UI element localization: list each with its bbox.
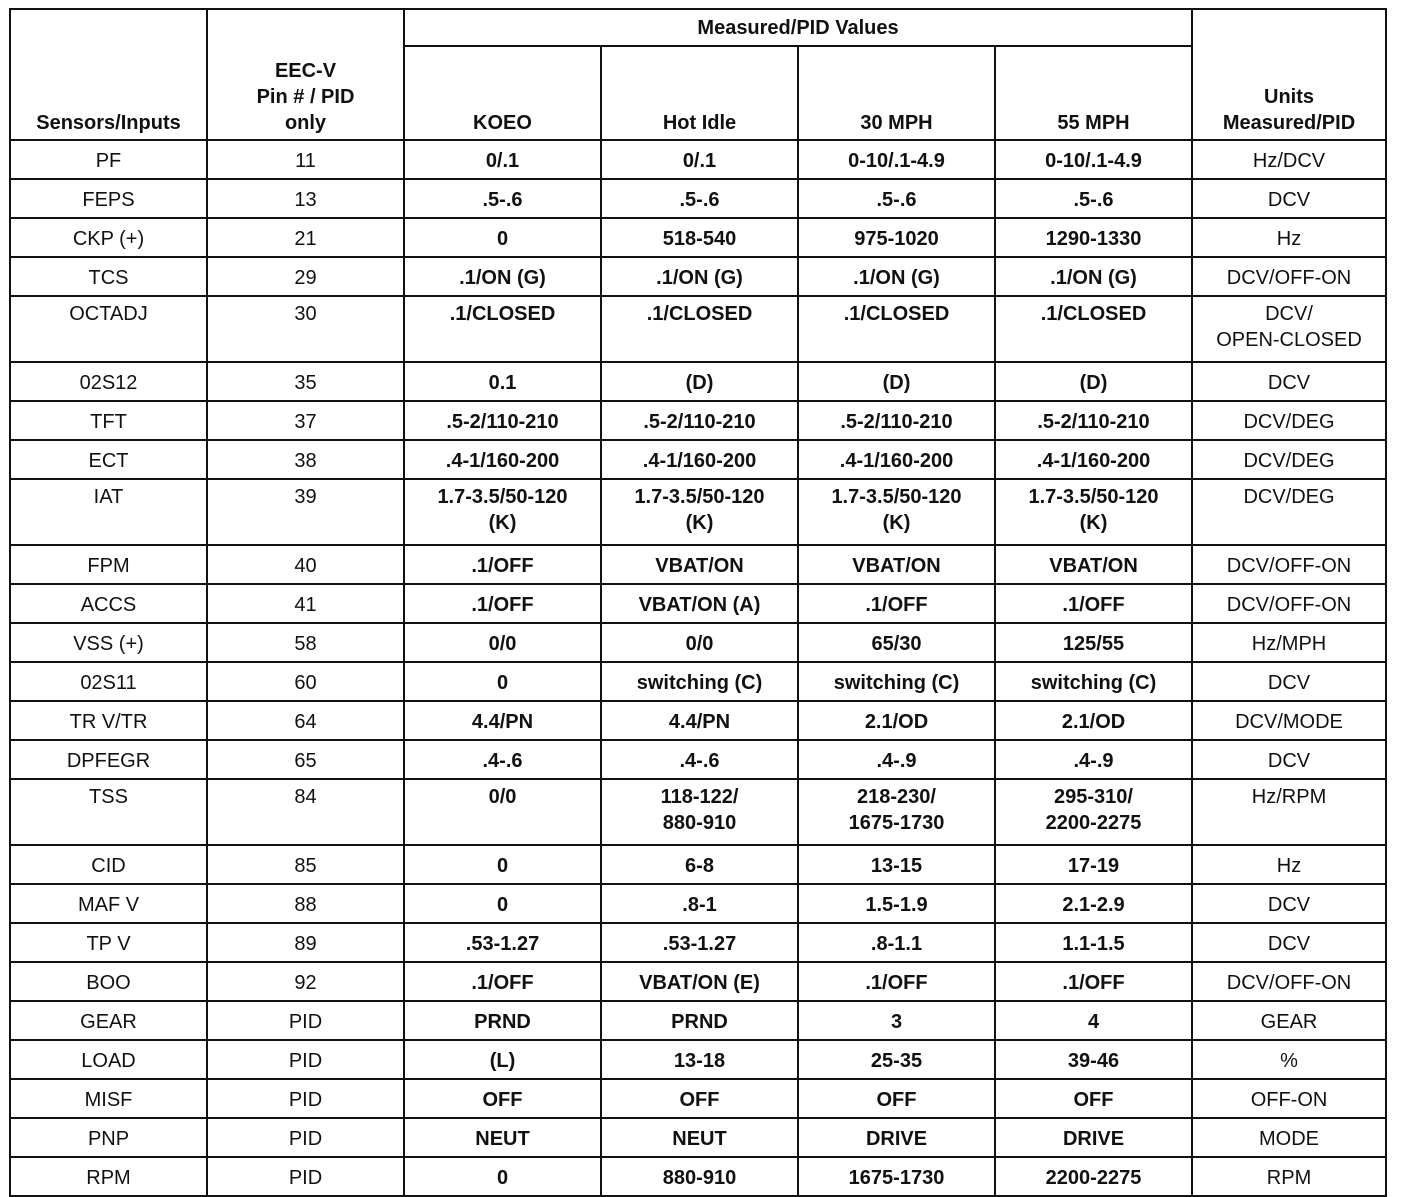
cell-55mph: OFF — [995, 1079, 1192, 1118]
cell-hot-idle: .8-1 — [601, 884, 798, 923]
table-row — [10, 140, 1386, 179]
cell-koeo: .1/CLOSED — [404, 296, 601, 362]
table-row — [10, 923, 1386, 962]
header-55mph — [995, 46, 1192, 140]
cell-pin: 58 — [207, 623, 404, 662]
cell-30mph: .4-.9 — [798, 740, 995, 779]
header-units-line2: Measured/PID — [1222, 112, 1356, 134]
table-row — [10, 1118, 1386, 1157]
cell-30mph: 1675-1730 — [798, 1157, 995, 1196]
cell-sensor: VSS (+) — [10, 623, 207, 662]
cell-55mph: .4-1/160-200 — [995, 440, 1192, 479]
cell-sensor: OCTADJ — [10, 296, 207, 362]
cell-55mph: VBAT/ON — [995, 545, 1192, 584]
cell-55mph: switching (C) — [995, 662, 1192, 701]
header-55mph-label: 55 MPH — [1057, 112, 1130, 134]
cell-55mph: (D) — [995, 362, 1192, 401]
cell-units: DCV/DEG — [1192, 479, 1386, 545]
cell-hot-idle: .1/ON (G) — [601, 257, 798, 296]
cell-55mph: 2.1/OD — [995, 701, 1192, 740]
cell-pin: 37 — [207, 401, 404, 440]
cell-30mph: .1/ON (G) — [798, 257, 995, 296]
cell-koeo: 0 — [404, 662, 601, 701]
table-row — [10, 440, 1386, 479]
cell-units: DCV/DEG — [1192, 440, 1386, 479]
cell-30mph: VBAT/ON — [798, 545, 995, 584]
cell-pin: 29 — [207, 257, 404, 296]
header-koeo — [404, 46, 601, 140]
table-row — [10, 623, 1386, 662]
cell-koeo: .1/OFF — [404, 545, 601, 584]
table-row — [10, 362, 1386, 401]
table-row — [10, 545, 1386, 584]
pid-values-table — [9, 8, 1387, 1197]
cell-pin: PID — [207, 1001, 404, 1040]
cell-sensor: CID — [10, 845, 207, 884]
cell-koeo: PRND — [404, 1001, 601, 1040]
header-30mph-label: 30 MPH — [860, 112, 933, 134]
cell-hot-idle: 1.7-3.5/50-120 (K) — [601, 479, 798, 545]
cell-hot-idle: PRND — [601, 1001, 798, 1040]
cell-hot-idle: .4-1/160-200 — [601, 440, 798, 479]
cell-koeo: 0.1 — [404, 362, 601, 401]
cell-units: RPM — [1192, 1157, 1386, 1196]
table-row — [10, 1001, 1386, 1040]
table-row — [10, 884, 1386, 923]
table-row — [10, 962, 1386, 1001]
header-pin-line3: only — [284, 112, 327, 134]
cell-hot-idle: .5-.6 — [601, 179, 798, 218]
cell-55mph: 125/55 — [995, 623, 1192, 662]
cell-55mph: .4-.9 — [995, 740, 1192, 779]
table-row — [10, 1079, 1386, 1118]
cell-pin: 65 — [207, 740, 404, 779]
cell-30mph: 1.5-1.9 — [798, 884, 995, 923]
header-measured-group-label: Measured/PID Values — [697, 16, 899, 39]
cell-pin: 92 — [207, 962, 404, 1001]
cell-hot-idle: 880-910 — [601, 1157, 798, 1196]
cell-koeo: 0/.1 — [404, 140, 601, 179]
cell-55mph: .1/CLOSED — [995, 296, 1192, 362]
cell-units: DCV — [1192, 884, 1386, 923]
table-row — [10, 845, 1386, 884]
cell-pin: 89 — [207, 923, 404, 962]
table-row — [10, 218, 1386, 257]
cell-55mph: .5-2/110-210 — [995, 401, 1192, 440]
table-header — [10, 9, 1386, 140]
cell-30mph: .1/CLOSED — [798, 296, 995, 362]
header-units-line1: Units — [1264, 86, 1315, 108]
cell-pin: PID — [207, 1079, 404, 1118]
header-pin-line1: EEC-V — [274, 60, 337, 82]
cell-30mph: 0-10/.1-4.9 — [798, 140, 995, 179]
header-units — [1192, 9, 1386, 140]
header-koeo-label: KOEO — [473, 112, 532, 134]
cell-30mph: (D) — [798, 362, 995, 401]
table-row — [10, 584, 1386, 623]
cell-hot-idle: 4.4/PN — [601, 701, 798, 740]
cell-30mph: 65/30 — [798, 623, 995, 662]
cell-30mph: .5-2/110-210 — [798, 401, 995, 440]
cell-units: DCV/DEG — [1192, 401, 1386, 440]
cell-pin: 13 — [207, 179, 404, 218]
cell-pin: 38 — [207, 440, 404, 479]
cell-sensor: CKP (+) — [10, 218, 207, 257]
cell-sensor: TFT — [10, 401, 207, 440]
cell-sensor: GEAR — [10, 1001, 207, 1040]
cell-hot-idle: NEUT — [601, 1118, 798, 1157]
table-row — [10, 479, 1386, 545]
cell-pin: 64 — [207, 701, 404, 740]
cell-koeo: .1/OFF — [404, 584, 601, 623]
cell-pin: 11 — [207, 140, 404, 179]
cell-55mph: .1/OFF — [995, 962, 1192, 1001]
cell-hot-idle: 0/.1 — [601, 140, 798, 179]
cell-55mph: 1.7-3.5/50-120 (K) — [995, 479, 1192, 545]
cell-koeo: NEUT — [404, 1118, 601, 1157]
cell-units: MODE — [1192, 1118, 1386, 1157]
cell-55mph: 17-19 — [995, 845, 1192, 884]
table-row — [10, 257, 1386, 296]
cell-koeo: .1/OFF — [404, 962, 601, 1001]
table-row — [10, 740, 1386, 779]
cell-koeo: .53-1.27 — [404, 923, 601, 962]
cell-sensor: 02S12 — [10, 362, 207, 401]
cell-55mph: .5-.6 — [995, 179, 1192, 218]
cell-koeo: OFF — [404, 1079, 601, 1118]
cell-30mph: OFF — [798, 1079, 995, 1118]
cell-30mph: 25-35 — [798, 1040, 995, 1079]
table-row — [10, 1157, 1386, 1196]
cell-units: Hz/DCV — [1192, 140, 1386, 179]
cell-hot-idle: .1/CLOSED — [601, 296, 798, 362]
cell-pin: 40 — [207, 545, 404, 584]
cell-sensor: TCS — [10, 257, 207, 296]
table-row — [10, 701, 1386, 740]
cell-30mph: DRIVE — [798, 1118, 995, 1157]
cell-sensor: PNP — [10, 1118, 207, 1157]
cell-hot-idle: VBAT/ON (A) — [601, 584, 798, 623]
cell-koeo: 0 — [404, 845, 601, 884]
cell-55mph: .1/OFF — [995, 584, 1192, 623]
cell-units: DCV — [1192, 662, 1386, 701]
cell-55mph: .1/ON (G) — [995, 257, 1192, 296]
cell-30mph: 13-15 — [798, 845, 995, 884]
cell-hot-idle: OFF — [601, 1079, 798, 1118]
cell-30mph: 1.7-3.5/50-120 (K) — [798, 479, 995, 545]
cell-sensor: BOO — [10, 962, 207, 1001]
cell-30mph: .1/OFF — [798, 962, 995, 1001]
cell-pin: 84 — [207, 779, 404, 845]
cell-units: DCV/OFF-ON — [1192, 545, 1386, 584]
cell-koeo: 4.4/PN — [404, 701, 601, 740]
cell-55mph: 4 — [995, 1001, 1192, 1040]
cell-30mph: .1/OFF — [798, 584, 995, 623]
cell-pin: PID — [207, 1040, 404, 1079]
cell-units: Hz — [1192, 218, 1386, 257]
cell-units: % — [1192, 1040, 1386, 1079]
header-measured-group — [404, 9, 1192, 46]
cell-sensor: MAF V — [10, 884, 207, 923]
cell-pin: 60 — [207, 662, 404, 701]
cell-units: Hz/MPH — [1192, 623, 1386, 662]
cell-pin: 35 — [207, 362, 404, 401]
cell-units: DCV/OFF-ON — [1192, 584, 1386, 623]
cell-pin: 85 — [207, 845, 404, 884]
cell-30mph: 975-1020 — [798, 218, 995, 257]
cell-hot-idle: 118-122/ 880-910 — [601, 779, 798, 845]
cell-koeo: .4-.6 — [404, 740, 601, 779]
header-30mph — [798, 46, 995, 140]
header-hot-idle-label: Hot Idle — [662, 112, 737, 134]
cell-sensor: FPM — [10, 545, 207, 584]
cell-hot-idle: 13-18 — [601, 1040, 798, 1079]
cell-koeo: .1/ON (G) — [404, 257, 601, 296]
cell-55mph: DRIVE — [995, 1118, 1192, 1157]
cell-koeo: .4-1/160-200 — [404, 440, 601, 479]
cell-hot-idle: VBAT/ON (E) — [601, 962, 798, 1001]
cell-30mph: .8-1.1 — [798, 923, 995, 962]
cell-sensor: FEPS — [10, 179, 207, 218]
cell-55mph: 2.1-2.9 — [995, 884, 1192, 923]
cell-30mph: .5-.6 — [798, 179, 995, 218]
cell-55mph: 0-10/.1-4.9 — [995, 140, 1192, 179]
cell-55mph: 1290-1330 — [995, 218, 1192, 257]
cell-55mph: 1.1-1.5 — [995, 923, 1192, 962]
cell-hot-idle: switching (C) — [601, 662, 798, 701]
table-row — [10, 779, 1386, 845]
cell-koeo: 0/0 — [404, 623, 601, 662]
cell-hot-idle: .4-.6 — [601, 740, 798, 779]
cell-pin: 41 — [207, 584, 404, 623]
cell-pin: 88 — [207, 884, 404, 923]
header-sensors-label: Sensors/Inputs — [36, 112, 181, 134]
cell-30mph: 3 — [798, 1001, 995, 1040]
cell-sensor: ECT — [10, 440, 207, 479]
cell-30mph: switching (C) — [798, 662, 995, 701]
cell-hot-idle: 6-8 — [601, 845, 798, 884]
cell-koeo: 1.7-3.5/50-120 (K) — [404, 479, 601, 545]
table-row — [10, 296, 1386, 362]
cell-30mph: 218-230/ 1675-1730 — [798, 779, 995, 845]
cell-units: Hz — [1192, 845, 1386, 884]
cell-units: DCV/ OPEN-CLOSED — [1192, 296, 1386, 362]
header-sensors — [10, 9, 207, 140]
cell-sensor: TP V — [10, 923, 207, 962]
cell-units: DCV/OFF-ON — [1192, 962, 1386, 1001]
table-row — [10, 1040, 1386, 1079]
table-row — [10, 179, 1386, 218]
cell-55mph: 39-46 — [995, 1040, 1192, 1079]
cell-pin: 21 — [207, 218, 404, 257]
cell-sensor: ACCS — [10, 584, 207, 623]
cell-pin: 30 — [207, 296, 404, 362]
cell-units: DCV/OFF-ON — [1192, 257, 1386, 296]
cell-sensor: TSS — [10, 779, 207, 845]
cell-sensor: 02S11 — [10, 662, 207, 701]
cell-koeo: .5-.6 — [404, 179, 601, 218]
cell-sensor: TR V/TR — [10, 701, 207, 740]
cell-sensor: RPM — [10, 1157, 207, 1196]
header-pin — [207, 9, 404, 140]
cell-koeo: (L) — [404, 1040, 601, 1079]
cell-hot-idle: VBAT/ON — [601, 545, 798, 584]
cell-units: DCV — [1192, 179, 1386, 218]
cell-units: OFF-ON — [1192, 1079, 1386, 1118]
cell-pin: PID — [207, 1118, 404, 1157]
cell-55mph: 295-310/ 2200-2275 — [995, 779, 1192, 845]
pid-values-table-container — [9, 8, 1387, 1197]
cell-pin: 39 — [207, 479, 404, 545]
cell-koeo: 0/0 — [404, 779, 601, 845]
table-row — [10, 662, 1386, 701]
cell-55mph: 2200-2275 — [995, 1157, 1192, 1196]
cell-units: DCV — [1192, 740, 1386, 779]
cell-koeo: .5-2/110-210 — [404, 401, 601, 440]
cell-30mph: .4-1/160-200 — [798, 440, 995, 479]
cell-hot-idle: .5-2/110-210 — [601, 401, 798, 440]
cell-hot-idle: 518-540 — [601, 218, 798, 257]
cell-units: DCV — [1192, 923, 1386, 962]
cell-sensor: IAT — [10, 479, 207, 545]
cell-units: DCV/MODE — [1192, 701, 1386, 740]
cell-sensor: PF — [10, 140, 207, 179]
cell-koeo: 0 — [404, 1157, 601, 1196]
cell-units: GEAR — [1192, 1001, 1386, 1040]
table-body — [10, 140, 1386, 1196]
cell-hot-idle: (D) — [601, 362, 798, 401]
cell-pin: PID — [207, 1157, 404, 1196]
cell-hot-idle: 0/0 — [601, 623, 798, 662]
cell-units: Hz/RPM — [1192, 779, 1386, 845]
cell-units: DCV — [1192, 362, 1386, 401]
cell-koeo: 0 — [404, 884, 601, 923]
cell-sensor: LOAD — [10, 1040, 207, 1079]
table-row — [10, 401, 1386, 440]
cell-koeo: 0 — [404, 218, 601, 257]
cell-sensor: DPFEGR — [10, 740, 207, 779]
cell-hot-idle: .53-1.27 — [601, 923, 798, 962]
cell-30mph: 2.1/OD — [798, 701, 995, 740]
cell-sensor: MISF — [10, 1079, 207, 1118]
header-pin-line2: Pin # / PID — [256, 86, 355, 108]
header-hot-idle — [601, 46, 798, 140]
